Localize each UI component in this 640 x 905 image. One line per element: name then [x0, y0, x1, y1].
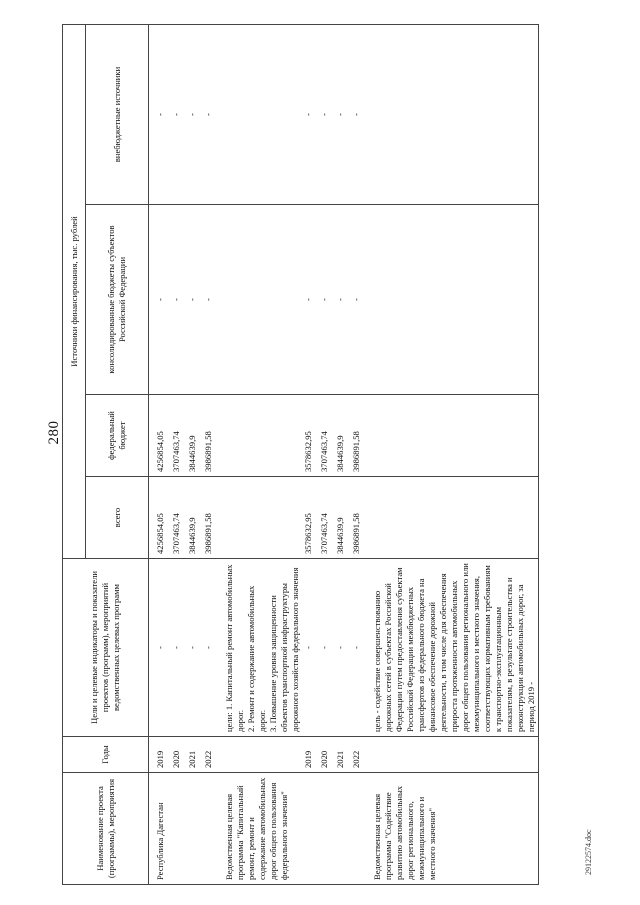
- goal-cell: -: [302, 559, 318, 737]
- offbudget-cell: [223, 24, 302, 204]
- regional-cell: -: [334, 205, 350, 395]
- federal-cell: 3986891,58: [350, 395, 366, 477]
- header-regional-budgets: консолидированные бюджеты субъектов Российской Федерации: [86, 205, 149, 395]
- offbudget-cell: -: [302, 24, 318, 204]
- header-goals: Цели и целевые индикаторы и показатели проектов (программ), мероприятий ведомственных целевых программ: [63, 559, 149, 737]
- program-name: Ведомственная целевая программа "Содействие развитию автомобильных дорог регионального, межмуниципального и местного значения": [371, 773, 539, 885]
- federal-cell: 3578632,95: [302, 395, 318, 477]
- year-cell: 2021: [186, 737, 202, 773]
- header-financing-sources: Источники финансирования, тыс. рублей: [63, 24, 86, 558]
- offbudget-cell: -: [186, 24, 202, 204]
- table-row: [318, 24, 334, 884]
- regional-cell: -: [170, 205, 186, 395]
- table-row: [186, 24, 202, 884]
- year-cell: 2019: [154, 737, 170, 773]
- regional-cell: -: [350, 205, 366, 395]
- document-code: 29122574.doc: [584, 829, 593, 875]
- offbudget-cell: -: [170, 24, 186, 204]
- year-cell: 2019: [302, 737, 318, 773]
- table-row: [154, 24, 170, 884]
- federal-cell: 3986891,58: [202, 395, 218, 477]
- program-goals: цель - содействие совершенствованию дорожных сетей в субъектах Российской Федерации путем предоставления субъектам Российской Федерации межбюджетных трансфертов из федерального бюджета на финансовое обеспечение дорожной деятельности, в том числе для обеспечения прироста протяженности автомобильных дорог общего пользования регионального или межмуниципального и местного значения, соответствующих нормативным требованиям к транспортно-эксплуатационным показателям, в результате строительства и реконструкции автомобильных дорог, за период 2019 -: [371, 559, 539, 737]
- year-cell: [223, 737, 302, 773]
- federal-cell: 3844639,9: [334, 395, 350, 477]
- goal-cell: -: [202, 559, 218, 737]
- header-total: всего: [86, 477, 149, 559]
- year-cell: 2021: [334, 737, 350, 773]
- program-name: Ведомственная целевая программа "Капитальный ремонт, ремонт и содержание автомобильных дорог общего пользования федерального значения": [223, 773, 366, 885]
- regional-cell: -: [202, 205, 218, 395]
- goal-cell: -: [154, 559, 170, 737]
- table-row: [371, 24, 539, 884]
- table-header-row-1: [63, 24, 86, 884]
- regional-cell: -: [318, 205, 334, 395]
- goal-cell: -: [186, 559, 202, 737]
- total-cell: 3986891,58: [202, 477, 218, 559]
- regional-cell: -: [154, 205, 170, 395]
- offbudget-cell: -: [154, 24, 170, 204]
- goal-cell: -: [318, 559, 334, 737]
- header-project-name: Наименование проекта (программы), мероприятия: [63, 773, 149, 885]
- total-cell: 3986891,58: [350, 477, 366, 559]
- year-cell: 2020: [318, 737, 334, 773]
- goal-cell: -: [170, 559, 186, 737]
- regional-cell: [371, 205, 539, 395]
- year-cell: 2022: [202, 737, 218, 773]
- total-cell: 3578632,95: [302, 477, 318, 559]
- header-years: Годы: [63, 737, 149, 773]
- year-cell: 2022: [350, 737, 366, 773]
- header-federal-budget: федеральный бюджет: [86, 395, 149, 477]
- offbudget-cell: -: [334, 24, 350, 204]
- federal-cell: 3707463,74: [318, 395, 334, 477]
- program-goals: цели: 1. Капитальный ремонт автомобильных дорог. 2. Ремонт и содержание автомобильных дорог. 3. Повышение уровня защищенности объектов транспортной инфраструктуры дорожного хозяйства федерального значения: [223, 559, 302, 737]
- year-cell: [371, 737, 539, 773]
- project-name: Республика Дагестан: [154, 773, 218, 885]
- total-cell: 3844639,9: [186, 477, 202, 559]
- goal-cell: -: [350, 559, 366, 737]
- total-cell: 3707463,74: [170, 477, 186, 559]
- offbudget-cell: -: [350, 24, 366, 204]
- table-row: [334, 24, 350, 884]
- offbudget-cell: -: [202, 24, 218, 204]
- regional-cell: [223, 205, 302, 395]
- total-cell: 4256854,05: [154, 477, 170, 559]
- table-row: [170, 24, 186, 884]
- table-row: [202, 24, 218, 884]
- total-cell: 3844639,9: [334, 477, 350, 559]
- regional-cell: -: [302, 205, 318, 395]
- goal-cell: -: [334, 559, 350, 737]
- header-offbudget: внебюджетные источники: [86, 24, 149, 204]
- federal-cell: 3844639,9: [186, 395, 202, 477]
- year-cell: 2020: [170, 737, 186, 773]
- offbudget-cell: -: [318, 24, 334, 204]
- offbudget-cell: [371, 24, 539, 204]
- total-cell: 3707463,74: [318, 477, 334, 559]
- page-number: 280: [46, 420, 62, 445]
- federal-cell: [371, 395, 539, 477]
- regional-cell: -: [186, 205, 202, 395]
- financing-table: [62, 24, 539, 885]
- table-row: [302, 24, 318, 884]
- table-row: [223, 24, 302, 884]
- federal-cell: 4256854,05: [154, 395, 170, 477]
- total-cell: [371, 477, 539, 559]
- table-row: [350, 24, 366, 884]
- federal-cell: [223, 395, 302, 477]
- federal-cell: 3707463,74: [170, 395, 186, 477]
- total-cell: [223, 477, 302, 559]
